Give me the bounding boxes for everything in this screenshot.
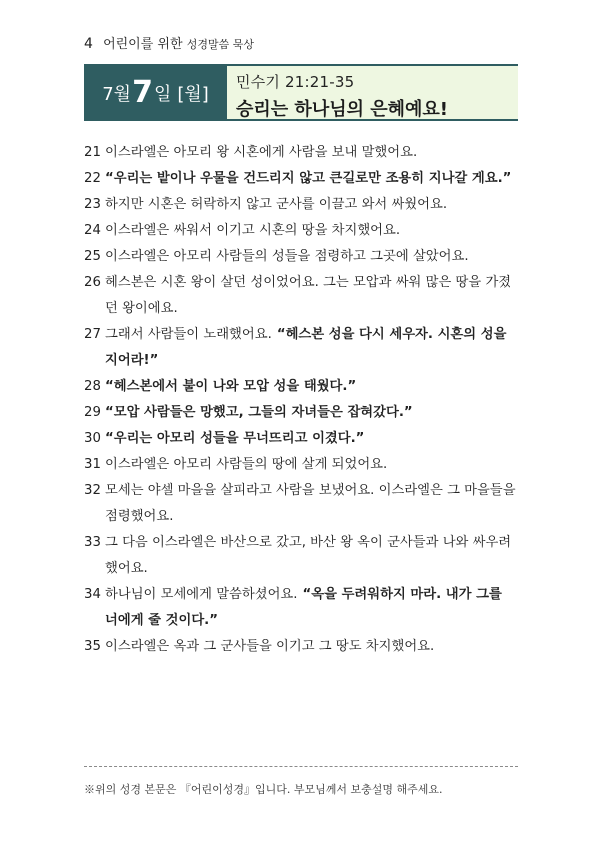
verse-number: 31	[84, 457, 101, 472]
verse-number: 34	[84, 587, 101, 602]
page-number: 4	[84, 36, 93, 52]
verse-23	[84, 192, 518, 218]
date-day: 7	[132, 75, 153, 110]
verse-text	[105, 530, 518, 582]
verse-text	[105, 478, 518, 530]
verse-segment: 이스라엘은 아모리 왕 시혼에게 사람을 보내 말했어요.	[105, 145, 418, 160]
verse-number: 26	[84, 275, 101, 290]
verse-number: 30	[84, 431, 101, 446]
verse-quote: “헤스본에서 불이 나와 모압 성을 태웠다.”	[105, 379, 357, 394]
verse-29	[84, 400, 518, 426]
verse-22	[84, 166, 518, 192]
verse-text	[105, 140, 518, 166]
date-weekday: [월]	[177, 83, 209, 105]
verse-text	[105, 634, 518, 660]
verse-text	[105, 192, 518, 218]
book-title-sub: 성경말씀 묵상	[186, 38, 254, 51]
verse-31	[84, 452, 518, 478]
verse-segment: 하지만 시혼은 허락하지 않고 군사를 이끌고 와서 싸웠어요.	[105, 197, 448, 212]
verse-27	[84, 322, 518, 374]
verse-segment: 하나님이 모세에게 말씀하셨어요.	[105, 587, 298, 602]
scripture-reference: 민수기 21:21-35	[236, 73, 355, 91]
verse-quote: “헤스본 성을 다시 세우자. 시혼의 성을 지어라!”	[105, 327, 507, 368]
book-title-main: 어린이를 위한	[103, 37, 183, 52]
verse-number: 25	[84, 249, 101, 264]
verse-text	[105, 374, 518, 400]
title-box	[84, 64, 518, 121]
verse-text	[105, 452, 518, 478]
footnote-divider	[84, 766, 518, 767]
verse-21	[84, 140, 518, 166]
verse-25	[84, 244, 518, 270]
page-headline: 승리는 하나님의 은혜예요!	[236, 99, 449, 120]
verse-28	[84, 374, 518, 400]
date-label	[84, 66, 227, 119]
verse-number: 23	[84, 197, 101, 212]
verse-text	[105, 426, 518, 452]
verse-segment: 모세는 야셀 마을을 살피라고 사람을 보냈어요. 이스라엘은 그 마을들을 점령했어요.	[105, 483, 516, 524]
date-day-unit: 일	[153, 83, 172, 105]
verse-number: 22	[84, 171, 101, 186]
verse-quote: “우리는 밭이나 우물을 건드리지 않고 큰길로만 조용히 지나갈 게요.”	[105, 171, 512, 186]
verse-35	[84, 634, 518, 660]
title-cell	[227, 66, 518, 119]
verse-text	[105, 166, 518, 192]
verse-number: 32	[84, 483, 101, 498]
verse-quote: “모압 사람들은 망했고, 그들의 자녀들은 잡혀갔다.”	[105, 405, 413, 420]
verse-26	[84, 270, 518, 322]
verse-number: 35	[84, 639, 101, 654]
verse-number: 33	[84, 535, 101, 550]
verse-text	[105, 244, 518, 270]
verse-segment: 이스라엘은 싸워서 이기고 시혼의 땅을 차지했어요.	[105, 223, 401, 238]
verse-text	[105, 218, 518, 244]
verse-number: 27	[84, 327, 101, 342]
verse-number: 28	[84, 379, 101, 394]
verse-text	[105, 270, 518, 322]
verse-segment: 그 다음 이스라엘은 바산으로 갔고, 바산 왕 옥이 군사들과 나와 싸우려 했어요.	[105, 535, 512, 576]
verse-segment: 헤스본은 시혼 왕이 살던 성이었어요. 그는 모압과 싸워 많은 땅을 가졌던 왕이에요.	[105, 275, 512, 316]
verse-number: 29	[84, 405, 101, 420]
verse-quote: “우리는 아모리 성들을 무너뜨리고 이겼다.”	[105, 431, 365, 446]
verse-number: 21	[84, 145, 101, 160]
verse-32	[84, 478, 518, 530]
verse-quote: “옥을 두려워하지 마라. 내가 그를 너에게 줄 것이다.”	[105, 587, 502, 628]
verse-segment: 이스라엘은 아모리 사람들의 성들을 점령하고 그곳에 살았어요.	[105, 249, 469, 264]
verse-text	[105, 322, 518, 374]
verse-segment: 이스라엘은 아모리 사람들의 땅에 살게 되었어요.	[105, 457, 388, 472]
running-header	[84, 33, 254, 52]
verse-34	[84, 582, 518, 634]
verse-text	[105, 582, 518, 634]
verse-list	[84, 140, 518, 660]
verse-text	[105, 400, 518, 426]
verse-24	[84, 218, 518, 244]
verse-segment: 그래서 사람들이 노래했어요.	[105, 327, 272, 342]
verse-33	[84, 530, 518, 582]
verse-number: 24	[84, 223, 101, 238]
verse-30	[84, 426, 518, 452]
date-month: 7월	[102, 83, 132, 105]
verse-segment: 이스라엘은 옥과 그 군사들을 이기고 그 땅도 차지했어요.	[105, 639, 435, 654]
footnote: ※위의 성경 본문은 『어린이성경』입니다. 부모님께서 보충설명 해주세요.	[84, 783, 443, 796]
